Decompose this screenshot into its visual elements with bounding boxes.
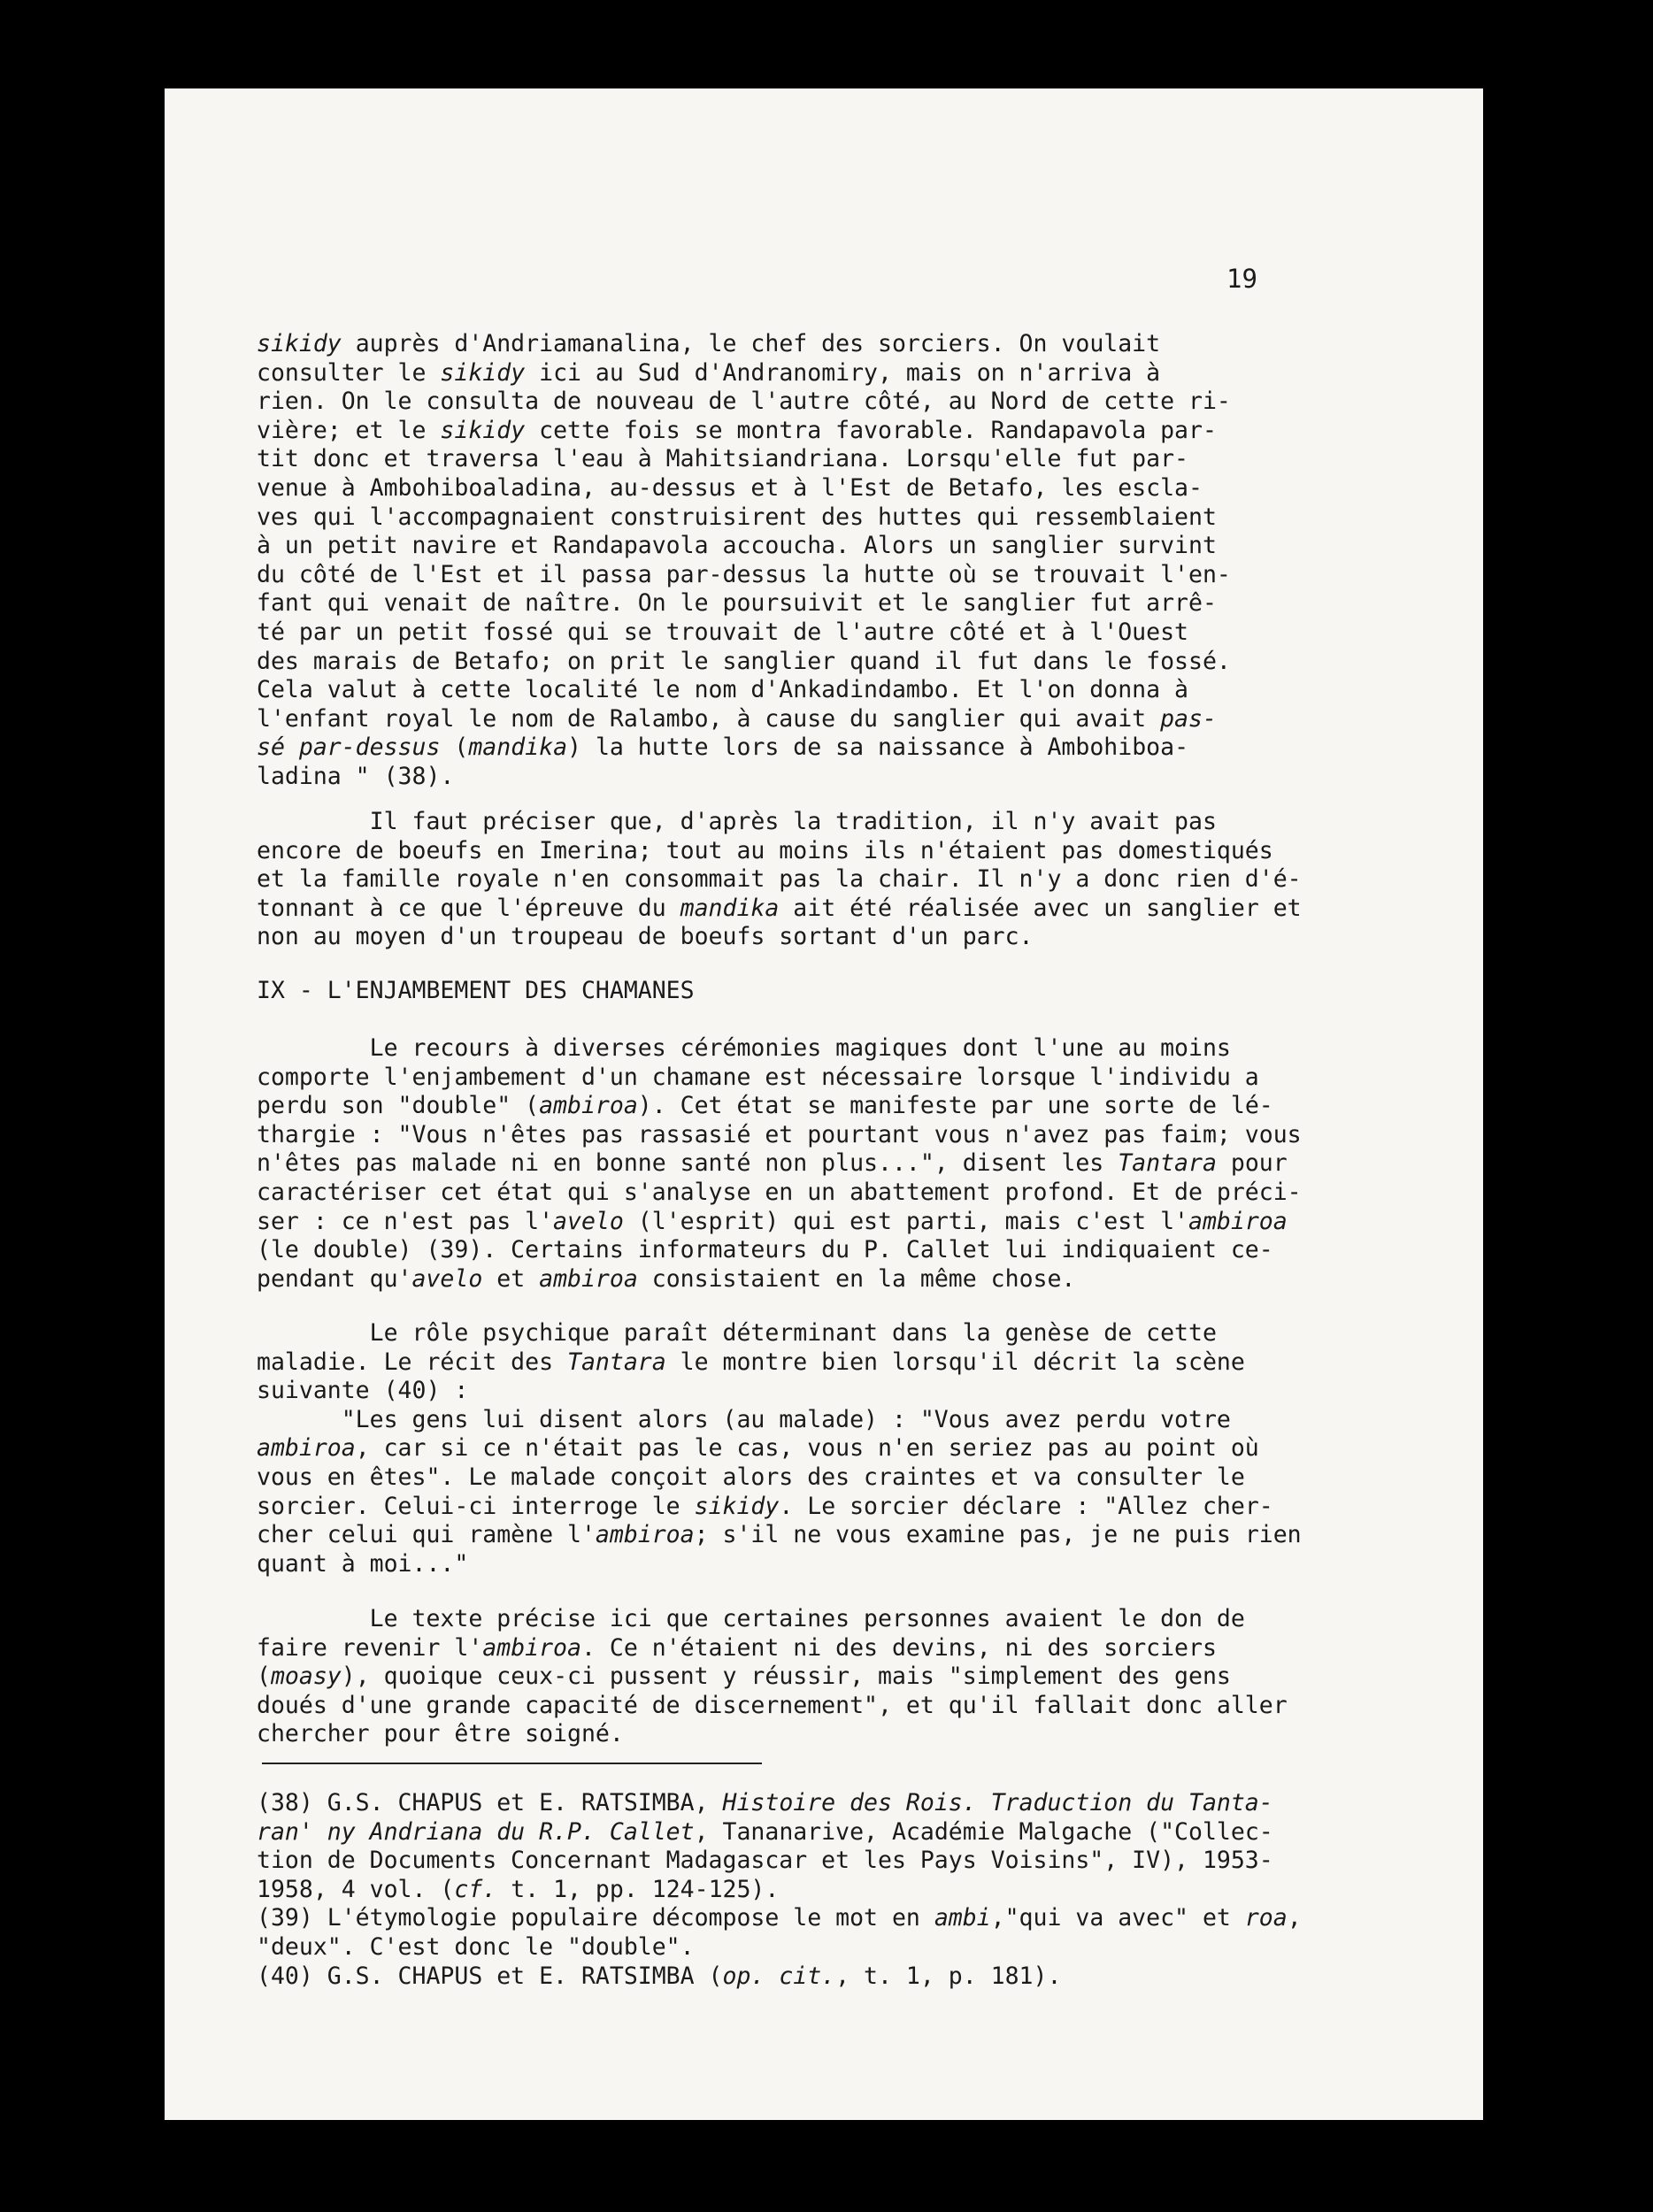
text-run: , t. 1, p. 181). <box>835 1962 1062 1990</box>
text-run: ) la hutte lors de sa naissance à Ambohiboa- <box>567 733 1189 762</box>
text-run: tion de Documents Concernant Madagascar et les Pays Voisins", IV), 1953- <box>257 1847 1273 1875</box>
text-line <box>257 1634 1310 1663</box>
text-line <box>257 1876 1310 1905</box>
italic-run: ambiroa <box>1188 1207 1288 1235</box>
text-line <box>257 1121 1310 1150</box>
text-run: , car si ce n'était pas le cas, vous n'en seriez pas au point où <box>355 1434 1259 1463</box>
text-run: encore de boeufs en Imerina; tout au moins ils n'étaient pas domestiqués <box>257 836 1273 864</box>
text-run: fant qui venait de naître. On le poursuivit et le sanglier fut arrê- <box>257 589 1217 618</box>
text-line <box>257 417 1310 446</box>
text-line <box>257 1377 1310 1406</box>
text-run: n'êtes pas malade ni en bonne santé non plus...", disent les <box>257 1149 1119 1178</box>
paragraph-boeufs <box>257 808 1310 952</box>
text-line <box>257 1064 1310 1093</box>
italic-run: ambiroa <box>539 1264 638 1293</box>
paragraph-don <box>257 1605 1310 1749</box>
text-line <box>257 532 1310 561</box>
text-line <box>257 1818 1310 1847</box>
text-line <box>257 1720 1310 1749</box>
italic-run: Histoire des Rois. Traduction du Tanta- <box>722 1789 1273 1816</box>
text-line <box>257 330 1310 359</box>
italic-run: sikidy <box>694 1492 780 1520</box>
text-run: tonnant à ce que l'épreuve du <box>257 894 680 922</box>
text-run: consulter le <box>257 358 441 387</box>
italic-run: pas- <box>1160 704 1217 733</box>
text-line <box>257 1962 1310 1992</box>
text-line <box>257 837 1310 866</box>
italic-run: mandika <box>680 894 780 922</box>
text-run: ( <box>257 1663 271 1691</box>
text-run: doués d'une grande capacité de discernement", et qu'il fallait donc aller <box>257 1691 1288 1719</box>
text-run: . Le sorcier déclare : "Allez cher- <box>779 1492 1273 1520</box>
text-run: tit donc et traversa l'eau à Mahitsiandriana. Lorsqu'elle fut par- <box>257 445 1188 473</box>
text-line <box>257 1550 1310 1579</box>
text-line <box>257 1789 1310 1818</box>
text-line <box>257 1406 1310 1435</box>
italic-run: avelo <box>411 1264 483 1293</box>
text-line <box>257 865 1310 895</box>
text-run: ves qui l'accompagnaient construisirent des huttes qui ressemblaient <box>257 503 1217 531</box>
italic-run: avelo <box>553 1207 624 1235</box>
italic-run: moasy <box>270 1663 342 1691</box>
text-run: du côté de l'Est et il passa par-dessus la hutte où se trouvait l'en- <box>257 560 1231 588</box>
text-run: té par un petit fossé qui se trouvait de l'autre côté et à l'Ouest <box>257 618 1188 646</box>
text-line <box>257 1236 1310 1265</box>
text-run: caractériser cet état qui s'analyse en un abattement profond. Et de préci- <box>257 1178 1302 1206</box>
text-run: cher celui qui ramène l' <box>257 1521 596 1549</box>
text-run: . Ce n'étaient ni des devins, ni des sorciers <box>580 1633 1217 1662</box>
text-run: à un petit navire et Randapavola accoucha. Alors un sanglier survint <box>257 532 1217 560</box>
text-line <box>257 561 1310 590</box>
italic-run: sikidy <box>440 416 526 444</box>
text-run: (le double) (39). Certains informateurs du P. Callet lui indiquaient ce- <box>257 1236 1273 1264</box>
footnote-rule <box>262 1763 762 1764</box>
text-run: vière; et le <box>257 416 441 444</box>
italic-run: cf. <box>454 1875 497 1903</box>
text-run: "Les gens lui disent alors (au malade) : "Vous avez perdu votre <box>257 1405 1231 1433</box>
paragraph-ralambo-story <box>257 330 1310 792</box>
page-number: 19 <box>1226 264 1257 294</box>
text-run: des marais de Betafo; on prit le sanglier quand il fut dans le fossé. <box>257 647 1231 675</box>
text-run: (38) G.S. CHAPUS et E. RATSIMBA, <box>257 1789 723 1816</box>
text-line <box>257 923 1310 952</box>
text-line <box>257 808 1310 837</box>
text-run: le montre bien lorsqu'il décrit la scène <box>665 1348 1245 1376</box>
text-run: faire revenir l' <box>257 1633 483 1662</box>
text-run: pour <box>1216 1149 1288 1178</box>
text-run: (40) G.S. CHAPUS et E. RATSIMBA ( <box>257 1962 723 1990</box>
text-line <box>257 1179 1310 1208</box>
italic-run: sikidy <box>257 330 342 357</box>
italic-run: ambiroa <box>595 1521 695 1549</box>
text-run: 1958, 4 vol. ( <box>257 1875 455 1903</box>
italic-run: ambiroa <box>257 1434 356 1463</box>
text-line <box>257 503 1310 533</box>
text-line <box>257 1434 1310 1463</box>
text-run: Il faut préciser que, d'après la tradition, il n'y avait pas <box>257 808 1217 835</box>
text-line <box>257 1092 1310 1121</box>
italic-run: Tantara <box>567 1348 666 1376</box>
text-line <box>257 618 1310 648</box>
text-line <box>257 1605 1310 1634</box>
text-run: , Tananarive, Académie Malgache ("Collec- <box>694 1817 1273 1846</box>
text-run: Le recours à diverses cérémonies magiques dont l'une au moins <box>257 1034 1231 1062</box>
text-line <box>257 359 1310 388</box>
italic-run: ambiroa <box>539 1092 638 1120</box>
italic-run: ambi <box>934 1904 991 1932</box>
text-run: , <box>1287 1904 1302 1932</box>
text-run: ait été réalisée avec un sanglier et <box>779 894 1302 922</box>
text-run: chercher pour être soigné. <box>257 1720 624 1748</box>
text-run: ,"qui va avec" et <box>990 1904 1245 1932</box>
italic-run: Tantara <box>1118 1149 1217 1178</box>
text-run: ( <box>440 733 469 762</box>
text-run: maladie. Le récit des <box>257 1348 567 1376</box>
text-run: et la famille royale n'en consommait pas la chair. Il n'y a donc rien d'é- <box>257 865 1302 894</box>
section-heading: IX - L'ENJAMBEMENT DES CHAMANES <box>257 977 695 1004</box>
text-line <box>257 1663 1310 1692</box>
text-run: sorcier. Celui-ci interroge le <box>257 1492 695 1520</box>
text-line <box>257 1265 1310 1294</box>
text-line <box>257 474 1310 503</box>
text-line <box>257 1319 1310 1348</box>
text-run: ), quoique ceux-ci pussent y réussir, mais "simplement des gens <box>341 1663 1231 1691</box>
text-line <box>257 676 1310 705</box>
text-run: non au moyen d'un troupeau de boeufs sortant d'un parc. <box>257 923 1034 951</box>
text-line <box>257 1149 1310 1179</box>
italic-run: roa <box>1244 1904 1288 1932</box>
text-run: (l'esprit) qui est parti, mais c'est l' <box>623 1207 1189 1235</box>
text-run: vous en êtes". Le malade conçoit alors des craintes et va consulter le <box>257 1463 1245 1491</box>
text-run: Le rôle psychique paraît déterminant dans la genèse de cette <box>257 1319 1217 1347</box>
text-run: cette fois se montra favorable. Randapavola par- <box>525 416 1217 444</box>
text-run: consistaient en la même chose. <box>637 1264 1076 1293</box>
text-line <box>257 1348 1310 1378</box>
italic-run: mandika <box>468 733 568 762</box>
text-run: rien. On le consulta de nouveau de l'autre côté, au Nord de cette ri- <box>257 388 1231 416</box>
paragraph-ambiroa <box>257 1034 1310 1294</box>
text-run: ladina " (38). <box>257 762 455 790</box>
text-run: ici au Sud d'Andranomiry, mais on n'arriva à <box>525 358 1161 387</box>
text-line <box>257 1692 1310 1721</box>
text-line <box>257 1463 1310 1493</box>
italic-run: sikidy <box>440 358 526 387</box>
text-line <box>257 589 1310 618</box>
text-run: ). Cet état se manifeste par une sorte de lé- <box>637 1092 1273 1120</box>
text-run: suivante (40) : <box>257 1377 469 1405</box>
text-line <box>257 1904 1310 1933</box>
text-line <box>257 1034 1310 1064</box>
text-line <box>257 445 1310 474</box>
text-line <box>257 733 1310 763</box>
text-run: l'enfant royal le nom de Ralambo, à cause du sanglier qui avait <box>257 704 1161 733</box>
text-run: Le texte précise ici que certaines personnes avaient le don de <box>257 1605 1245 1632</box>
text-run: perdu son "double" ( <box>257 1092 540 1120</box>
text-run: ; s'il ne vous examine pas, je ne puis rien <box>694 1521 1302 1549</box>
text-line <box>257 648 1310 677</box>
text-run: thargie : "Vous n'êtes pas rassasié et pourtant vous n'avez pas faim; vous <box>257 1120 1302 1148</box>
text-line <box>257 1521 1310 1550</box>
text-line <box>257 1933 1310 1962</box>
text-line <box>257 895 1310 924</box>
text-line <box>257 388 1310 417</box>
text-run: (39) L'étymologie populaire décompose le mot en <box>257 1904 934 1932</box>
text-run: auprès d'Andriamanalina, le chef des sorciers. On voulait <box>341 330 1161 357</box>
text-run: quant à moi..." <box>257 1549 469 1578</box>
text-run: comporte l'enjambement d'un chamane est nécessaire lorsque l'individu a <box>257 1063 1259 1091</box>
footnotes <box>257 1789 1310 1991</box>
text-run: ser : ce n'est pas l' <box>257 1207 554 1235</box>
text-run: "deux". C'est donc le "double". <box>257 1932 695 1961</box>
text-run: venue à Ambohiboaladina, au-dessus et à l'Est de Betafo, les escla- <box>257 473 1203 502</box>
text-run: t. 1, pp. 124-125). <box>496 1875 780 1903</box>
paragraph-role-psychique <box>257 1319 1310 1578</box>
italic-run: sé par-dessus <box>257 733 441 762</box>
text-line <box>257 1208 1310 1237</box>
text-run: Cela valut à cette localité le nom d'Ankadindambo. Et l'on donna à <box>257 676 1188 704</box>
text-line <box>257 1847 1310 1876</box>
text-line <box>257 1493 1310 1522</box>
italic-run: ran' ny Andriana du R.P. Callet <box>257 1817 695 1846</box>
italic-run: op. cit. <box>722 1962 836 1990</box>
text-run: et <box>482 1264 540 1293</box>
text-run: pendant qu' <box>257 1264 412 1293</box>
text-line <box>257 705 1310 734</box>
text-line <box>257 763 1310 792</box>
italic-run: ambiroa <box>482 1633 581 1662</box>
